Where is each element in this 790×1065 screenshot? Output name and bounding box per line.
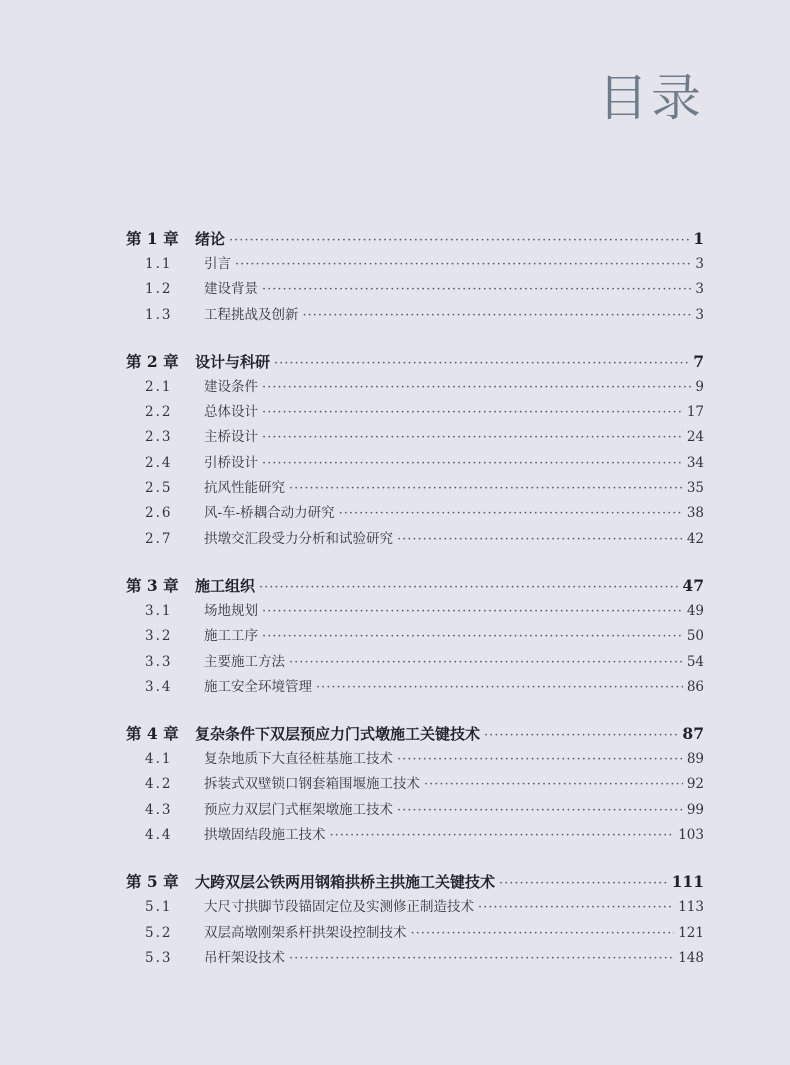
dot-leader <box>289 946 674 971</box>
dot-leader <box>339 501 683 526</box>
section-number: 2.6 <box>145 505 173 522</box>
section-title: 拆装式双壁锁口钢套箱围堰施工技术 <box>204 776 420 793</box>
toc-section-entry[interactable] <box>126 425 704 450</box>
dot-leader <box>262 400 683 425</box>
section-title: 预应力双层门式框架墩施工技术 <box>204 801 393 818</box>
dot-leader <box>262 277 691 302</box>
section-title: 主桥设计 <box>204 429 258 446</box>
dot-leader <box>330 823 675 848</box>
toc-section-entry[interactable] <box>126 823 704 848</box>
dot-leader <box>289 476 683 501</box>
section-title: 风-车-桥耦合动力研究 <box>204 505 335 522</box>
section-number: 3.1 <box>145 602 173 619</box>
chapter-number: 第 2 章 <box>126 351 179 371</box>
section-number: 3.4 <box>145 678 173 695</box>
chapter-number: 第 3 章 <box>126 575 179 595</box>
dot-leader <box>499 871 668 897</box>
section-number: 2.2 <box>145 404 173 421</box>
dot-leader <box>397 798 683 823</box>
section-number: 2.1 <box>145 378 173 395</box>
section-page-number: 54 <box>686 653 704 670</box>
section-title: 引言 <box>204 256 231 272</box>
section-page-number: 92 <box>686 776 704 793</box>
dot-leader <box>478 895 674 920</box>
toc-section-entry[interactable] <box>126 599 704 624</box>
toc-section-entry[interactable] <box>126 921 704 946</box>
section-title: 场地规划 <box>204 602 258 619</box>
chapter-page-number: 1 <box>693 229 704 248</box>
toc-section-entry[interactable] <box>126 252 704 277</box>
toc-section-entry[interactable] <box>126 772 704 797</box>
toc-section-entry[interactable] <box>126 476 704 501</box>
toc-chapter-entry[interactable] <box>126 869 704 895</box>
section-page-number: 50 <box>686 628 704 645</box>
toc-section-entry[interactable] <box>126 747 704 772</box>
dot-leader <box>316 675 683 700</box>
chapter-page-number: 7 <box>693 351 704 371</box>
chapter-number: 第 1 章 <box>126 229 179 248</box>
dot-leader <box>262 375 691 400</box>
section-title: 施工工序 <box>204 628 258 645</box>
chapter-number: 第 4 章 <box>126 724 179 744</box>
section-title: 双层高墩刚架系杆拱架设控制技术 <box>204 924 407 941</box>
dot-leader <box>229 228 689 254</box>
toc-section-entry[interactable] <box>126 501 704 526</box>
chapter-page-number: 111 <box>671 872 704 892</box>
toc-chapter-entry[interactable] <box>126 721 704 747</box>
toc-section-entry[interactable] <box>126 946 704 971</box>
section-number: 1.1 <box>145 256 173 272</box>
dot-leader <box>262 425 683 450</box>
section-page-number: 38 <box>686 505 704 522</box>
toc-chapter <box>126 573 704 700</box>
chapter-title: 大跨双层公铁两用钢箱拱桥主拱施工关键技术 <box>195 873 496 892</box>
dot-leader <box>303 303 692 328</box>
section-page-number: 3 <box>695 256 704 272</box>
section-number: 2.7 <box>145 530 173 547</box>
dot-leader <box>424 772 683 797</box>
section-title: 大尺寸拱脚节段锚固定位及实测修正制造技术 <box>204 899 474 916</box>
section-number: 1.2 <box>145 281 173 298</box>
section-page-number: 35 <box>686 480 704 497</box>
section-page-number: 9 <box>695 378 704 395</box>
section-number: 4.2 <box>145 776 173 793</box>
dot-leader <box>262 599 683 624</box>
section-page-number: 103 <box>678 827 704 844</box>
section-page-number: 99 <box>686 801 704 818</box>
section-page-number: 24 <box>686 429 704 446</box>
section-title: 拱墩固结段施工技术 <box>204 827 326 844</box>
toc-section-entry[interactable] <box>126 277 704 302</box>
section-number: 5.1 <box>145 899 173 916</box>
toc-chapter <box>126 349 704 552</box>
section-title: 复杂地质下大直径桩基施工技术 <box>204 751 393 768</box>
dot-leader <box>289 650 683 675</box>
chapter-title: 绪论 <box>195 230 226 248</box>
section-title: 引桥设计 <box>204 454 258 471</box>
section-number: 4.1 <box>145 751 173 768</box>
chapter-page-number: 47 <box>682 575 704 595</box>
chapter-title: 复杂条件下双层预应力门式墩施工关键技术 <box>195 725 481 744</box>
dot-leader <box>397 747 683 772</box>
dot-leader <box>259 575 678 601</box>
section-number: 3.2 <box>145 628 173 645</box>
toc-section-entry[interactable] <box>126 375 704 400</box>
toc-chapter <box>126 721 704 848</box>
section-page-number: 3 <box>695 281 704 298</box>
toc-section-entry[interactable] <box>126 895 704 920</box>
toc-chapter-entry[interactable] <box>126 226 704 252</box>
section-page-number: 42 <box>686 530 704 547</box>
section-title: 总体设计 <box>204 404 258 421</box>
chapter-page-number: 87 <box>682 724 704 744</box>
toc-section-entry[interactable] <box>126 650 704 675</box>
section-number: 5.2 <box>145 924 173 941</box>
section-page-number: 121 <box>678 924 704 941</box>
section-page-number: 89 <box>686 751 704 768</box>
chapter-title: 施工组织 <box>195 576 256 595</box>
section-page-number: 148 <box>678 949 704 966</box>
dot-leader <box>235 252 691 277</box>
section-title: 主要施工方法 <box>204 653 285 670</box>
toc-chapter <box>126 869 704 971</box>
toc-section-entry[interactable] <box>126 303 704 328</box>
toc-chapter-entry[interactable] <box>126 573 704 599</box>
section-title: 抗风性能研究 <box>204 480 285 497</box>
section-page-number: 17 <box>686 404 704 421</box>
section-page-number: 113 <box>678 899 704 916</box>
chapter-number: 第 5 章 <box>126 872 179 892</box>
section-page-number: 86 <box>686 678 704 695</box>
dot-leader <box>484 723 678 749</box>
section-number: 5.3 <box>145 949 173 966</box>
dot-leader <box>397 527 683 552</box>
toc-section-entry[interactable] <box>126 624 704 649</box>
section-title: 吊杆架设技术 <box>204 949 285 966</box>
section-number: 4.3 <box>145 801 173 818</box>
section-title: 施工安全环境管理 <box>204 678 312 695</box>
dot-leader <box>262 451 683 476</box>
section-number: 1.3 <box>145 306 173 323</box>
toc-section-entry[interactable] <box>126 527 704 552</box>
chapter-title: 设计与科研 <box>195 352 271 371</box>
table-of-contents <box>126 226 704 992</box>
section-title: 工程挑战及创新 <box>204 306 299 323</box>
dot-leader <box>274 351 689 377</box>
section-number: 2.5 <box>145 480 173 497</box>
toc-section-entry[interactable] <box>126 798 704 823</box>
section-title: 拱墩交汇段受力分析和试验研究 <box>204 530 393 547</box>
toc-chapter <box>126 226 704 328</box>
section-number: 2.4 <box>145 454 173 471</box>
section-page-number: 49 <box>686 602 704 619</box>
page-title: 目录 <box>598 69 704 127</box>
section-number: 3.3 <box>145 653 173 670</box>
section-page-number: 34 <box>686 454 704 471</box>
section-title: 建设背景 <box>204 281 258 298</box>
section-number: 4.4 <box>145 827 173 844</box>
toc-section-entry[interactable] <box>126 451 704 476</box>
section-title: 建设条件 <box>204 378 258 395</box>
dot-leader <box>262 624 683 649</box>
dot-leader <box>411 921 675 946</box>
toc-section-entry[interactable] <box>126 400 704 425</box>
section-number: 2.3 <box>145 429 173 446</box>
toc-section-entry[interactable] <box>126 675 704 700</box>
toc-chapter-entry[interactable] <box>126 349 704 375</box>
section-page-number: 3 <box>695 306 704 323</box>
